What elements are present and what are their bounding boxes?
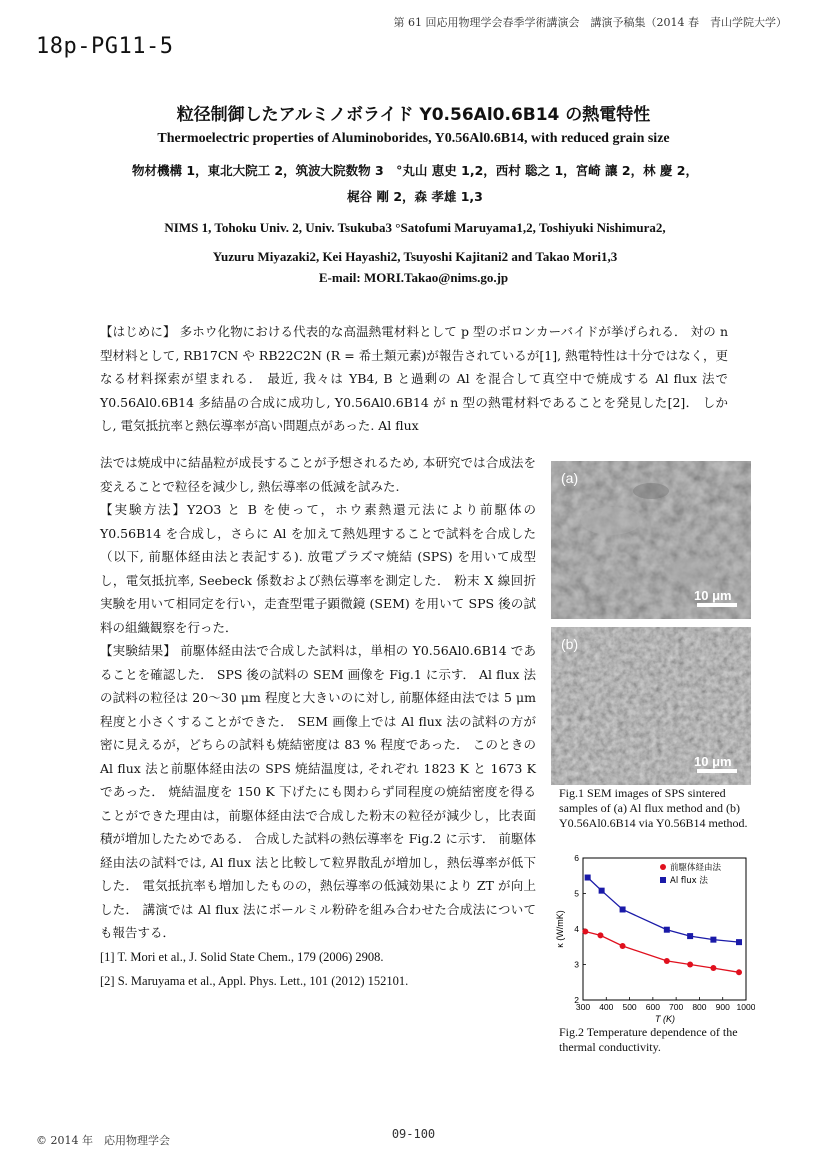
- data-point-0-4: [687, 962, 693, 968]
- thermal-conductivity-chart: [555, 852, 755, 1024]
- fig1-caption: Fig.1 SEM images of SPS sintered samples of (a) Al flux method and (b) Y0.56Al0.6B14 via Y0.56B14 method.: [559, 786, 748, 830]
- paper-id: 18p-PG11-5: [36, 34, 174, 59]
- data-point-1-4: [687, 933, 693, 939]
- x-tick-label: 700: [669, 1002, 684, 1012]
- title-en: Thermoelectric properties of Aluminoborides, Y0.56Al0.6B14, with reduced grain size: [157, 131, 670, 146]
- reference-2: [2] S. Maruyama et al., Appl. Phys. Lett., 101 (2012) 152101.: [100, 973, 409, 988]
- legend-label-0: 前駆体経由法: [670, 863, 722, 873]
- sem-b-label: (b): [561, 636, 579, 652]
- data-point-0-1: [597, 932, 603, 938]
- intro-paragraph: [100, 320, 728, 438]
- sem-a-label: (a): [561, 470, 579, 486]
- authors-en-line1: NIMS 1, Tohoku Univ. 2, Univ. Tsukuba3 °Satofumi Maruyama1,2, Toshiyuki Nishimura2,: [164, 220, 666, 235]
- sem-b-scalebar: 10 μm: [694, 754, 732, 769]
- conference-header: 第 61 回応用物理学会春季学術講演会 講演予稿集（2014 春 青山学院大学）: [393, 16, 787, 29]
- legend-marker-1: [660, 877, 666, 883]
- authors-ja: [90, 158, 740, 210]
- page-number: 09-100: [391, 1127, 436, 1141]
- data-point-1-2: [620, 906, 626, 912]
- sem-image-b: [551, 627, 751, 785]
- results-section: 【実験結果】 前駆体経由法で合成した試料は，単相の Y0.56Al0.6B14 であることを確認した． SPS 後の試料の SEM 画像を Fig.1 に示す． Al flux 法の試料の粒径は 20〜30 μm 程度と大きいのに対し, 前駆体経由法では 5 μm 程度と小さくすることができた． SEM 画像上では Al flux 法の試料の方が密に見えるが，どちらの試料も焼結密度は 83 % 程度であった． このときの Al flux 法と前駆体経由法の SPS 焼結温度は, それぞれ 1823 K と 1673 K であった． 焼結温度を 150 K 下げたにも関わらず同程度の焼結密度を得ることができた理由は，前駆体経由法で合成した粉末の粒径が減少し，比表面積が増加したためである． 合成した試料の熱伝導率を Fig.2 に示す． 前駆体経由法の試料では, Al flux 法と比較して粒界散乱が増加し，熱伝導率が低下した． 電気抵抗率も増加したものの，熱伝導率の低減効果により ZT が向上した． 講演では Al flux 法にボールミル粉砕を組み合わせた合成法についても報告する．: [100, 643, 536, 940]
- data-point-1-0: [585, 875, 591, 881]
- data-point-1-1: [599, 888, 605, 894]
- method-section: 【実験方法】Y2O3 と B を使って，ホウ素熱還元法により前駆体の Y0.56B14 を合成し，さらに Al を加えて熱処理することで試料を合成した（以下, 前駆体経由法と表記する). 放電プラズマ焼結 (SPS) を用いて成型し，電気抵抗率, Seebeck 係数および熱伝導率を測定した． 粉末 X 線回折実験を用いて相同定を行い，走査型電子顕微鏡 (SEM) を用いて SPS 後の試料の組織観察を行った．: [100, 502, 536, 635]
- legend-label-1: Al flux 法: [670, 876, 708, 886]
- intro-continued: 法では焼成中に結晶粒が成長することが予想されるため, 本研究では合成法を変えることで粒径を減少し, 熱伝導率の低減を試みた.: [100, 455, 536, 494]
- x-tick-label: 300: [575, 1002, 591, 1012]
- sem-a-scalebar: 10 μm: [694, 588, 732, 603]
- main-column: [100, 451, 536, 993]
- data-point-0-6: [736, 969, 742, 975]
- data-point-0-5: [710, 965, 716, 971]
- authors-ja-line2: 梶谷 剛 2，森 孝雄 1,3: [347, 189, 483, 204]
- y-axis-label: κ (W/mK): [555, 910, 565, 948]
- authors-en-line2: Yuzuru Miyazaki2, Kei Hayashi2, Tsuyoshi Kajitani2 and Takao Mori1,3: [212, 249, 618, 264]
- sem-image-a: [551, 461, 751, 619]
- y-tick-label: 2: [574, 995, 579, 1005]
- data-point-0-3: [664, 958, 670, 964]
- intro-text: 【はじめに】 多ホウ化物における代表的な高温熱電材料として p 型のボロンカーバイドが挙げられる． 対の n 型材料として, RB17CN や RB22C2N (R = 希土類元素)が報告されているが[1], 熱電特性は十分ではなく，更なる材料探索が望まれる． 最近, 我々は YB4, B と過剰の Al を混合して真空中で焼成する Al flux 法で Y0.56Al0.6B14 多結晶の合成に成功し, Y0.56Al0.6B14 が n 型の熱電材料であることを発見した[2]． しかし, 電気抵抗率と熱伝導率が高い問題点があった. Al flux: [100, 324, 728, 433]
- x-tick-label: 500: [622, 1002, 637, 1012]
- y-tick-label: 3: [574, 959, 579, 970]
- data-point-0-2: [620, 943, 626, 949]
- reference-1: [1] T. Mori et al., J. Solid State Chem., 179 (2006) 2908.: [100, 949, 384, 964]
- x-axis-label: T (K): [655, 1014, 675, 1024]
- data-point-1-6: [736, 939, 742, 945]
- data-point-1-3: [664, 927, 670, 933]
- y-tick-label: 5: [574, 888, 579, 899]
- chart-svg: [555, 852, 755, 1024]
- y-tick-label: 6: [574, 853, 579, 863]
- fig2-caption: Fig.2 Temperature dependence of the thermal conductivity.: [559, 1025, 738, 1054]
- title-ja: 粒径制御したアルミノボライド Y0.56Al0.6B14 の熱電特性: [176, 105, 651, 125]
- data-point-0-0: [582, 928, 588, 934]
- legend-marker-0: [660, 864, 666, 870]
- x-tick-label: 800: [692, 1002, 707, 1012]
- copyright: © 2014 年 応用物理学会: [36, 1134, 170, 1147]
- x-tick-label: 400: [599, 1002, 614, 1012]
- authors-ja-line1: 物材機構 1，東北大院工 2，筑波大院数物 3 °丸山 恵史 1,2，西村 聡之 1，宮崎 讓 2，林 慶 2，: [132, 163, 698, 178]
- x-tick-label: 600: [645, 1002, 660, 1012]
- author-email: E-mail: MORI.Takao@nims.go.jp: [318, 270, 509, 285]
- x-tick-label: 900: [715, 1002, 730, 1012]
- x-tick-label: 1000: [736, 1002, 755, 1012]
- authors-en: [90, 213, 740, 271]
- y-tick-label: 4: [574, 924, 579, 934]
- data-point-1-5: [710, 937, 716, 943]
- series-line-1: [588, 878, 739, 943]
